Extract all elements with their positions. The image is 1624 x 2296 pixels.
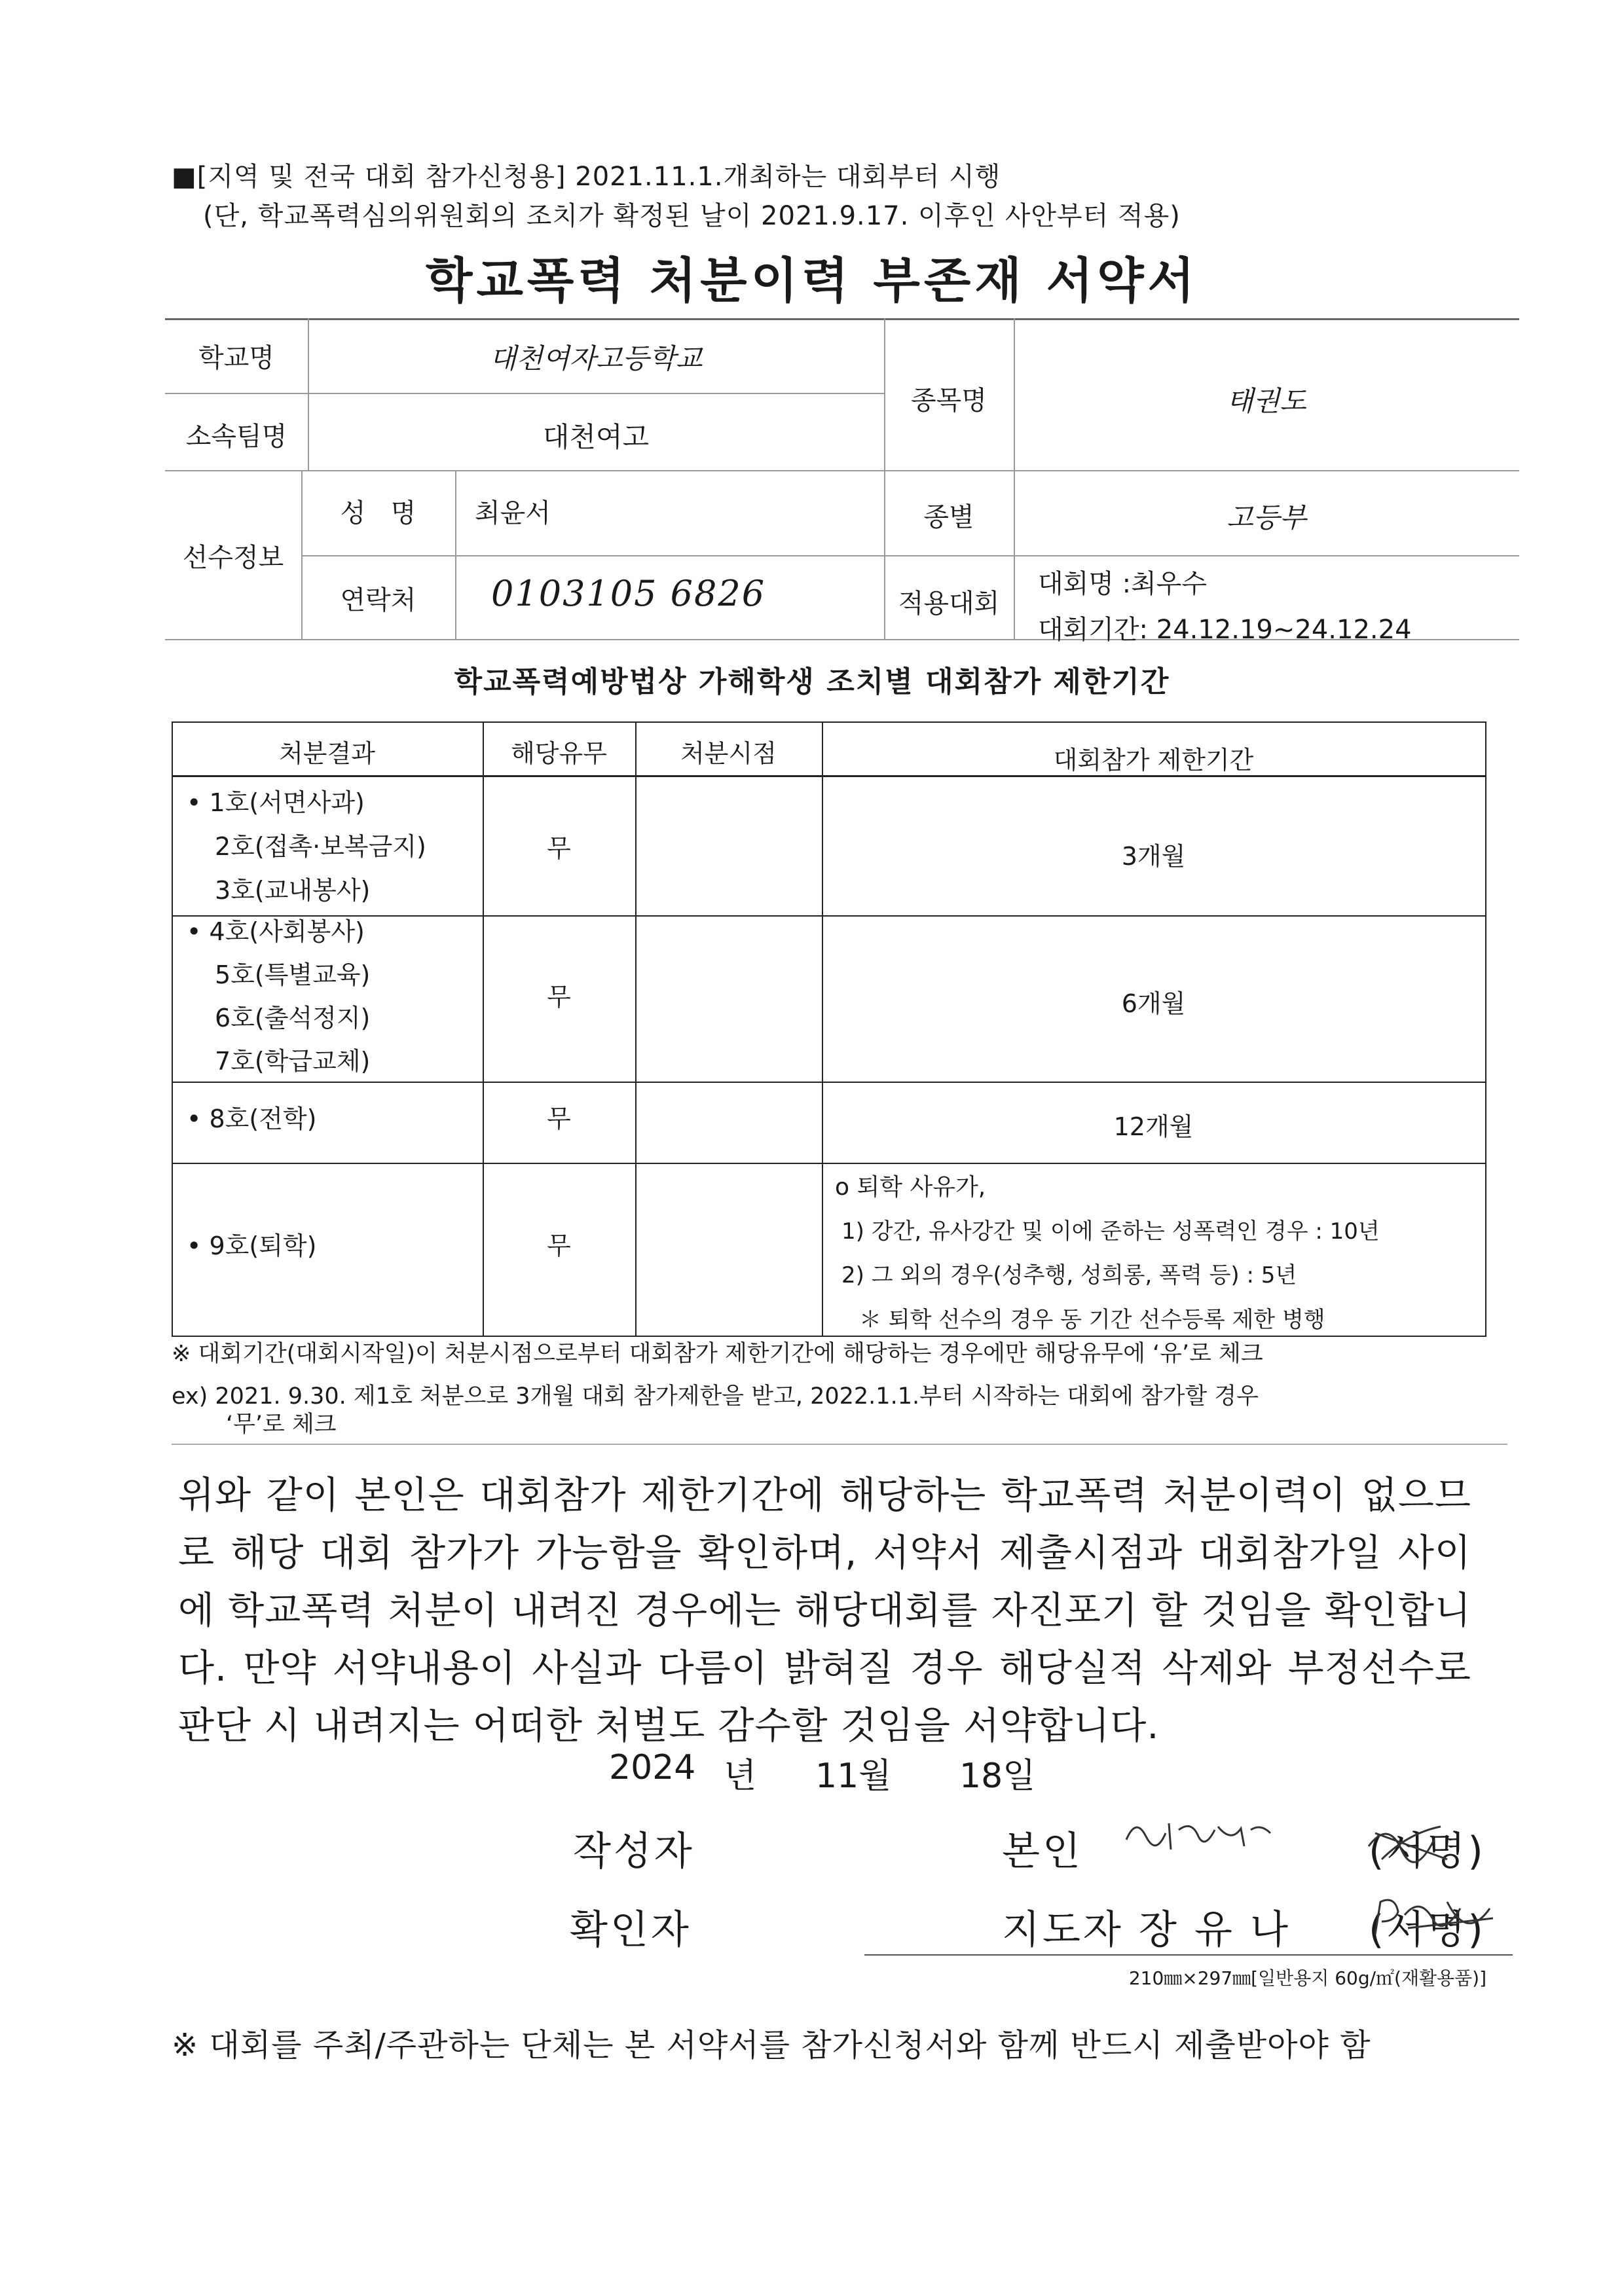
date-year-unit: 년 — [724, 1757, 757, 1796]
player-info-label: 선수정보 — [182, 543, 284, 573]
competition-name: 대회명 :최우수 — [1038, 569, 1208, 599]
writer-sign-mark: (서명) — [1369, 1829, 1486, 1874]
note-2: ex) 2021. 9.30. 제1호 처분으로 3개월 대회 참가제한을 받고, 2022.1.1.부터 시작하는 대회에 참가할 경우 — [172, 1383, 1259, 1410]
sport-label: 종목명 — [911, 386, 987, 416]
gender-label: 종별 — [923, 502, 974, 532]
row1-line3: 3호(교내봉사) — [215, 876, 371, 905]
team-value: 대천여고 — [542, 421, 650, 453]
row2-line4: 7호(학급교체) — [215, 1047, 371, 1076]
row4-line1: • 9호(퇴학) — [187, 1231, 317, 1260]
sport-value: 태권도 — [1227, 385, 1306, 417]
row2-applies: 무 — [547, 983, 571, 1011]
page-title: 학교폭력 처분이력 부존재 서약서 — [425, 253, 1199, 309]
paper-spec: 210㎜×297㎜[일반용지 60g/㎡(재활용품)] — [1128, 1967, 1486, 1989]
apply-label: 적용대회 — [898, 589, 1000, 619]
row4-limit-line1: o 퇴학 사유가, — [835, 1174, 986, 1201]
date-day: 18일 — [959, 1757, 1036, 1796]
pledge-text: 위와 같이 본인은 대회참가 제한기간에 해당하는 학교폭력 처분이력이 없으므로 해당 대회 참가가 가능함을 확인하며, 서약서 제출시점과 대회참가일 사이에 학교폭력 처분이 내려진 경우에는 해당대회를 자진포기 할 것임을 확인합니다. 만약 서약내용이 사실과 다름이 밝혀질 경우 해당실적 삭제와 부정선수로 판단 시 내려지는 어떠한 처벌도 감수할 것임을 서약합니다. — [178, 1474, 1471, 1747]
row3-limit: 12개월 — [1113, 1112, 1194, 1141]
row2-line2: 5호(특별교육) — [215, 960, 371, 989]
team-label: 소속팀명 — [185, 422, 287, 452]
contact-value: 0103105 6826 — [491, 573, 766, 614]
confirmer-role: 지도자 장 유 나 — [1002, 1907, 1291, 1953]
note-3: ‘무’로 체크 — [226, 1412, 337, 1438]
gender-value: 고등부 — [1227, 501, 1306, 534]
writer-sign-scribble — [1362, 1813, 1460, 1875]
competition-period: 대회기간: 24.12.19~24.12.24 — [1038, 615, 1412, 645]
section-title: 학교폭력예방법상 가해학생 조치별 대회참가 제한기간 — [454, 665, 1170, 699]
confirmer-signature — [1369, 1889, 1500, 1950]
name-label: 성 명 — [340, 498, 416, 528]
contact-label: 연락처 — [340, 585, 416, 615]
row2-line1: • 4호(사회봉사) — [187, 917, 365, 946]
row3-line1: • 8호(전학) — [187, 1104, 317, 1133]
header-result: 처분결과 — [279, 739, 375, 768]
row1-limit: 3개월 — [1121, 842, 1186, 871]
row3-applies: 무 — [547, 1104, 571, 1133]
writer-role: 본인 — [1002, 1829, 1083, 1874]
confirmer-sign-mark: (서명) — [1369, 1907, 1486, 1953]
row1-applies: 무 — [547, 834, 571, 863]
row1-line1: • 1호(서면사과) — [187, 788, 365, 817]
date-year: 2024 — [609, 1748, 696, 1787]
footer-note: ※ 대회를 주최/주관하는 단체는 본 서약서를 참가신청서와 함께 반드시 제출받아야 함 — [172, 2027, 1371, 2064]
row4-limit-line4: ＊ 퇴학 선수의 경우 동 기간 선수등록 제한 병행 — [859, 1307, 1325, 1333]
header-time: 처분시점 — [680, 739, 777, 768]
header-applies: 해당유무 — [511, 739, 607, 768]
notice-line-1: ■[지역 및 전국 대회 참가신청용] 2021.11.1.개최하는 대회부터 시행 — [172, 162, 1001, 192]
name-value: 최윤서 — [475, 498, 551, 528]
row4-limit-line2: 1) 강간, 유사강간 및 이에 준하는 성폭력인 경우 : 10년 — [841, 1218, 1380, 1245]
school-label: 학교명 — [198, 343, 274, 373]
writer-label: 작성자 — [573, 1829, 695, 1874]
row2-line3: 6호(출석정지) — [215, 1004, 371, 1032]
writer-signature — [1120, 1810, 1290, 1865]
notice-line-2: (단, 학교폭력심의위원회의 조치가 확정된 날이 2021.9.17. 이후인 사안부터 적용) — [203, 201, 1181, 231]
date-month: 11월 — [815, 1757, 892, 1796]
school-value: 대천여자고등학교 — [489, 342, 703, 374]
row1-line2: 2호(접촉·보복금지) — [215, 832, 426, 861]
note-1: ※ 대회기간(대회시작일)이 처분시점으로부터 대회참가 제한기간에 해당하는 경우에만 해당유무에 ‘유’로 체크 — [172, 1341, 1263, 1367]
row2-limit: 6개월 — [1121, 989, 1186, 1018]
row4-limit-line3: 2) 그 외의 경우(성추행, 성희롱, 폭력 등) : 5년 — [841, 1262, 1297, 1288]
confirmer-label: 확인자 — [570, 1907, 692, 1953]
header-limit: 대회참가 제한기간 — [1053, 746, 1254, 774]
row4-applies: 무 — [547, 1231, 571, 1260]
